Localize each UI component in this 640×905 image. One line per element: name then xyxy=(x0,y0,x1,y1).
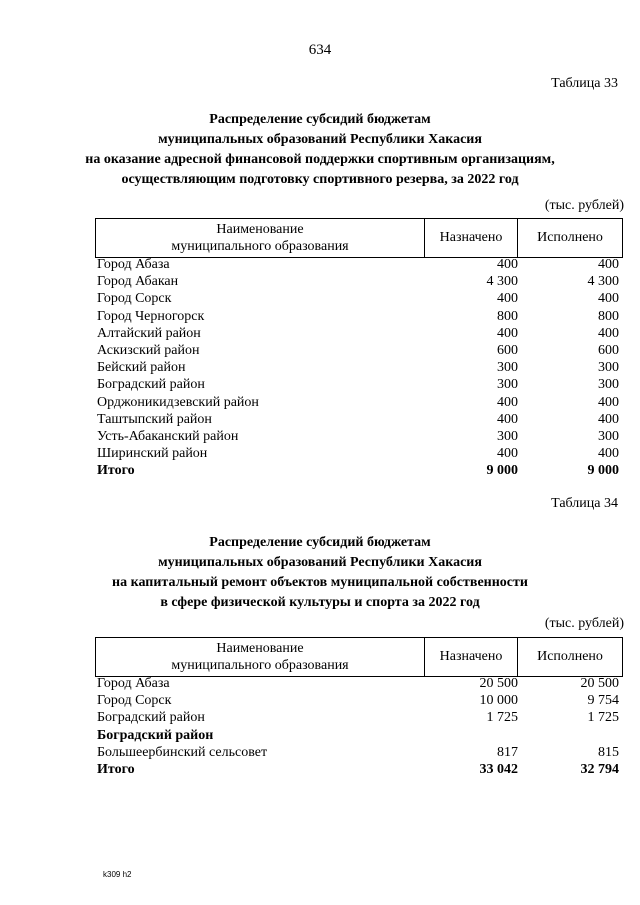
table-34-body xyxy=(97,675,619,778)
table-34-header xyxy=(95,637,623,677)
row-executed: 400 xyxy=(598,446,619,462)
row-assigned: 300 xyxy=(497,360,518,376)
table-row xyxy=(97,256,619,273)
row-executed: 300 xyxy=(598,428,619,444)
header-executed: Исполнено xyxy=(537,649,603,664)
row-assigned: 20 500 xyxy=(479,676,518,691)
row-name: Итого xyxy=(97,761,135,777)
title-line: на оказание адресной финансовой поддержки спортивным организациям, xyxy=(85,152,555,167)
row-name: Ширинский район xyxy=(97,446,208,462)
row-executed: 300 xyxy=(598,377,619,393)
row-assigned: 400 xyxy=(497,411,518,427)
table-row xyxy=(97,692,619,709)
row-executed: 32 794 xyxy=(580,761,619,777)
row-assigned: 600 xyxy=(497,342,518,358)
row-executed: 815 xyxy=(598,744,619,760)
row-name: Город Абакан xyxy=(97,274,179,290)
row-assigned: 400 xyxy=(497,291,518,307)
row-assigned: 1 725 xyxy=(486,710,518,726)
row-executed: 400 xyxy=(598,325,619,341)
table-33-title xyxy=(80,110,560,190)
row-executed xyxy=(518,727,619,744)
table-row xyxy=(97,273,619,290)
title-line: Распределение субсидий бюджетам xyxy=(209,112,431,127)
table-row xyxy=(97,761,619,778)
header-assigned: Назначено xyxy=(425,638,518,676)
row-executed: 400 xyxy=(598,411,619,427)
row-name: Таштыпский район xyxy=(97,411,212,427)
table-row xyxy=(97,445,619,462)
table-row xyxy=(97,359,619,376)
row-name: Аскизский район xyxy=(97,342,200,358)
table-row xyxy=(97,290,619,307)
title-line: осуществляющим подготовку спортивного резерва, за 2022 год xyxy=(121,172,519,187)
title-line: Распределение субсидий бюджетам xyxy=(209,535,431,550)
table-33-units: (тыс. рублей) xyxy=(544,198,624,213)
row-name: Город Черногорск xyxy=(97,308,205,324)
table-row xyxy=(97,376,619,393)
row-executed: 20 500 xyxy=(580,676,619,691)
table-row xyxy=(97,325,619,342)
row-name: Город Сорск xyxy=(97,291,172,307)
row-assigned: 300 xyxy=(497,377,518,393)
row-name: Боградский район xyxy=(97,377,205,393)
row-executed: 400 xyxy=(598,394,619,410)
row-executed: 4 300 xyxy=(587,274,619,290)
row-assigned: 800 xyxy=(497,308,518,324)
header-name-line2: муниципального образования xyxy=(171,239,349,254)
title-line: на капитальный ремонт объектов муниципальной собственности xyxy=(112,575,528,590)
page-number: 634 xyxy=(308,42,332,58)
row-name: Итого xyxy=(97,463,135,479)
table-row xyxy=(97,744,619,761)
row-name: Алтайский район xyxy=(97,325,201,341)
header-name-line1: Наименование xyxy=(216,641,304,656)
row-assigned: 400 xyxy=(497,325,518,341)
row-assigned xyxy=(417,727,518,744)
row-executed: 9 754 xyxy=(587,693,619,709)
table-34-title xyxy=(80,533,560,613)
row-name: Город Сорск xyxy=(97,693,172,709)
row-name: Орджоникидзевский район xyxy=(97,394,259,410)
row-executed: 300 xyxy=(598,360,619,376)
row-name: Город Абаза xyxy=(97,676,170,691)
header-name-line2: муниципального образования xyxy=(171,658,349,673)
footer-code: k309 h2 xyxy=(103,870,132,879)
title-line: в сфере физической культуры и спорта за 2022 год xyxy=(160,595,480,610)
row-assigned: 400 xyxy=(497,394,518,410)
table-row xyxy=(97,727,619,744)
table-34-units: (тыс. рублей) xyxy=(544,616,624,631)
row-executed: 800 xyxy=(598,308,619,324)
title-line: муниципальных образований Республики Хакасия xyxy=(158,555,482,570)
row-assigned: 400 xyxy=(497,446,518,462)
table-33-header xyxy=(95,218,623,258)
row-name: Большеербинский сельсовет xyxy=(97,744,268,760)
row-name: Боградский район xyxy=(97,727,214,743)
row-name: Бейский район xyxy=(97,360,186,376)
row-executed: 400 xyxy=(598,291,619,307)
title-line: муниципальных образований Республики Хакасия xyxy=(158,132,482,147)
header-name xyxy=(96,219,425,257)
row-executed: 9 000 xyxy=(587,463,619,479)
header-name xyxy=(96,638,425,676)
header-executed: Исполнено xyxy=(537,230,603,245)
table-row xyxy=(97,342,619,359)
table-33-body xyxy=(97,256,619,479)
table-33-label: Таблица 33 xyxy=(551,76,618,91)
table-row xyxy=(97,411,619,428)
row-name: Город Абаза xyxy=(97,257,170,272)
row-assigned: 33 042 xyxy=(479,761,518,777)
row-name: Боградский район xyxy=(97,710,205,726)
table-row xyxy=(97,675,619,692)
header-name-line1: Наименование xyxy=(216,222,304,237)
row-assigned: 4 300 xyxy=(486,274,518,290)
row-assigned: 300 xyxy=(497,428,518,444)
table-row xyxy=(97,394,619,411)
table-row xyxy=(97,308,619,325)
row-executed: 1 725 xyxy=(587,710,619,726)
table-row xyxy=(97,428,619,445)
row-executed: 600 xyxy=(598,342,619,358)
table-34-label: Таблица 34 xyxy=(551,496,618,511)
row-assigned: 10 000 xyxy=(479,693,518,709)
header-assigned: Назначено xyxy=(425,219,518,257)
row-assigned: 9 000 xyxy=(486,463,518,479)
table-row xyxy=(97,462,619,479)
row-executed: 400 xyxy=(598,257,619,272)
table-row xyxy=(97,709,619,726)
row-assigned: 400 xyxy=(497,257,518,272)
row-name: Усть-Абаканский район xyxy=(97,428,239,444)
row-assigned: 817 xyxy=(497,744,518,760)
